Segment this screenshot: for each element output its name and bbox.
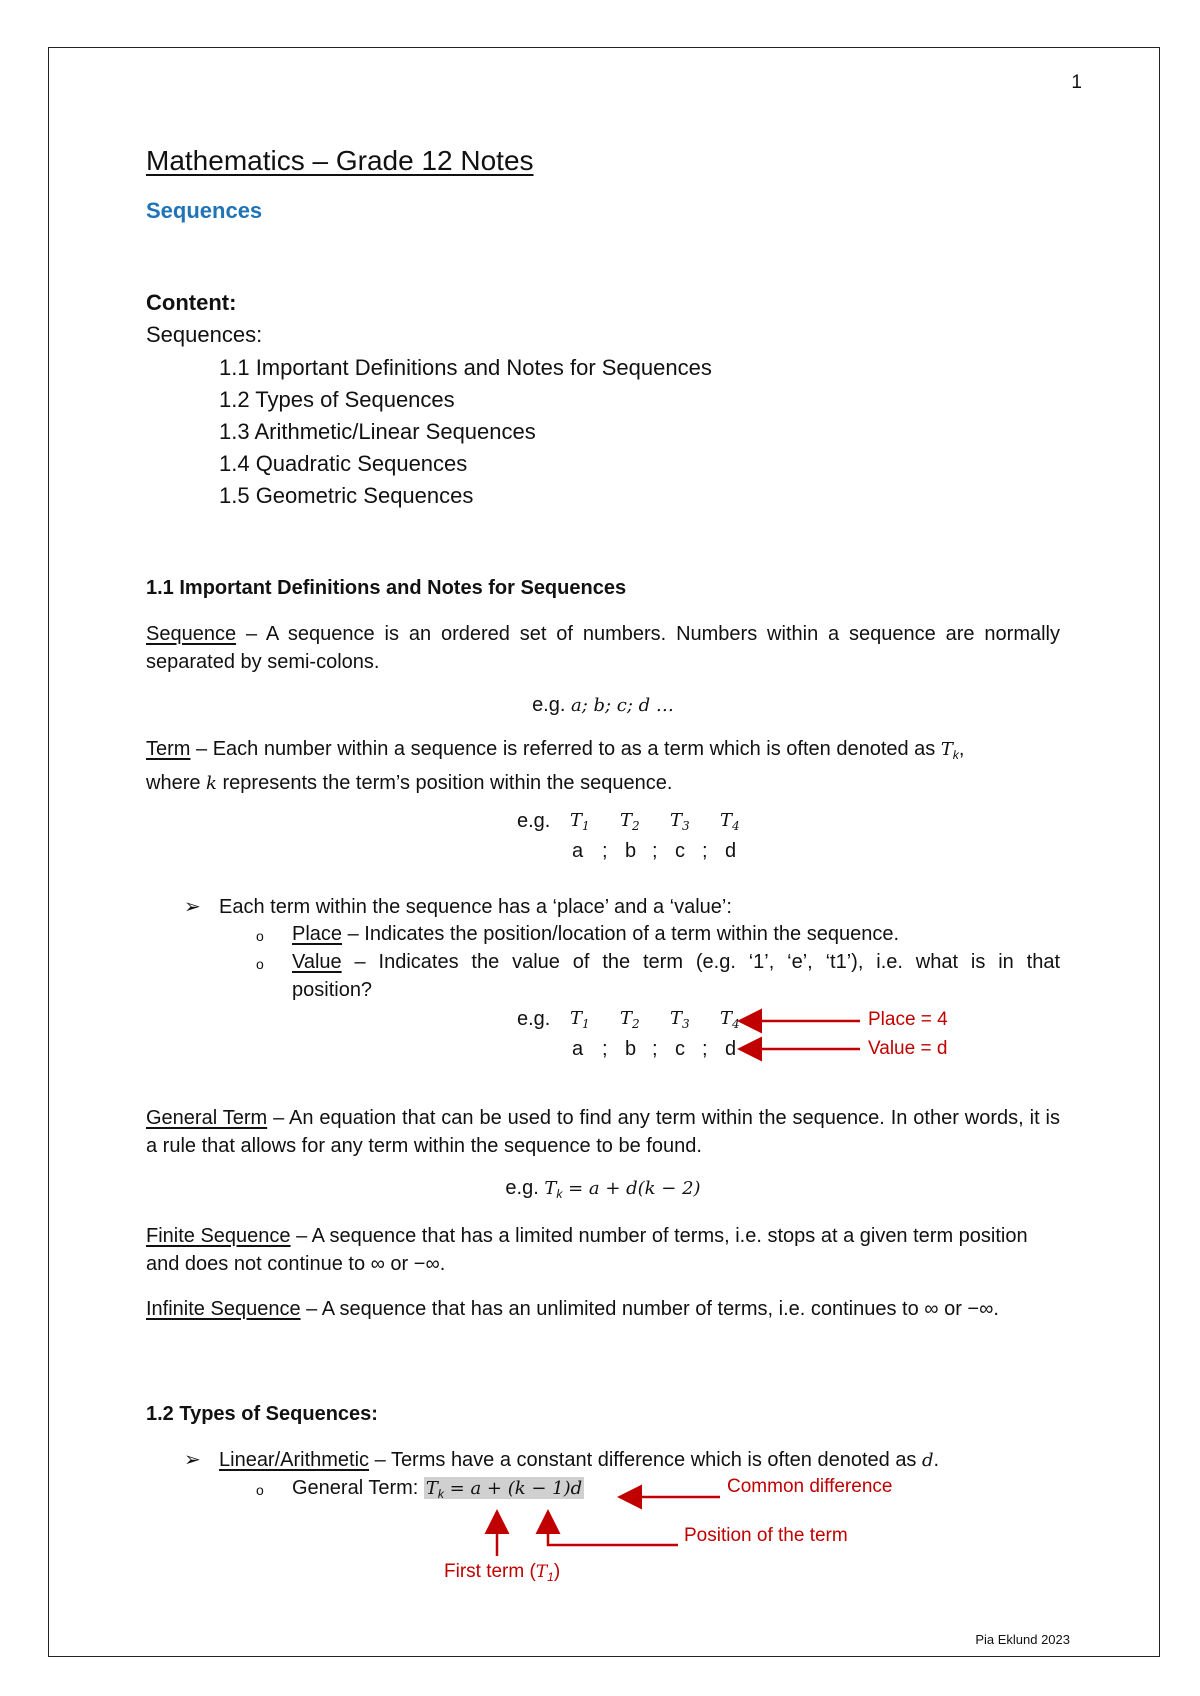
- separator: ;: [652, 840, 658, 862]
- arrowhead-bullet-icon: ➢: [184, 896, 201, 918]
- general-term-term: General Term: [146, 1107, 268, 1129]
- common-difference-annotation: Common difference: [727, 1476, 893, 1497]
- term-label-sub: 3: [682, 1017, 690, 1031]
- linear-def-text: – Terms have a constant difference which is often denoted as: [369, 1449, 922, 1471]
- term-def-line2a: where: [146, 772, 207, 794]
- example-label: e.g.: [517, 810, 551, 832]
- value-def-line2: position?: [292, 979, 373, 1001]
- page-subtitle: Sequences: [146, 198, 263, 223]
- linear-term: Linear/Arithmetic: [219, 1449, 370, 1471]
- term-label-text: T: [620, 810, 633, 831]
- section-2-heading: 1.2 Types of Sequences:: [146, 1403, 378, 1425]
- formula-t: T: [425, 1478, 438, 1499]
- first-term-math: T: [535, 1562, 548, 1582]
- separator: ;: [602, 1038, 608, 1060]
- term-def-line2-math: k: [206, 773, 217, 794]
- example-prefix: e.g.: [505, 1177, 545, 1199]
- term-label-text: T: [570, 1008, 583, 1029]
- infinite-def-text: – A sequence that has an unlimited number of terms, i.e. continues to ∞ or −∞.: [300, 1298, 999, 1320]
- separator: ;: [702, 1038, 708, 1060]
- infinite-term: Infinite Sequence: [146, 1298, 301, 1320]
- term-def-end: ,: [958, 738, 965, 760]
- sequence-term: Sequence: [146, 623, 237, 645]
- formula-sub: k: [437, 1487, 444, 1501]
- example-prefix: e.g.: [532, 694, 571, 716]
- term-def-math: T: [940, 739, 953, 760]
- linear-def-math: d: [922, 1450, 934, 1471]
- place-value-bullet: Each term within the sequence has a ‘place’ and a ‘value’:: [219, 896, 732, 918]
- term-label-sub: 1: [582, 1017, 590, 1031]
- toc-item: 1.1 Important Definitions and Notes for Sequences: [219, 355, 712, 380]
- position-arrow: [548, 1514, 678, 1545]
- page-number: 1: [1071, 72, 1082, 93]
- position-of-term-annotation: Position of the term: [684, 1525, 848, 1546]
- content-heading: Content:: [146, 290, 237, 315]
- example-label: e.g.: [517, 1008, 551, 1030]
- circle-bullet-icon: o: [256, 928, 264, 944]
- term-value-2: b: [625, 1038, 637, 1060]
- general-term-label: General Term:: [292, 1477, 424, 1499]
- term-value-1: a: [572, 1038, 584, 1060]
- term-def-sub: k: [952, 748, 959, 762]
- term-value-3: c: [675, 840, 685, 862]
- first-term-label: First term (: [444, 1561, 536, 1582]
- term-label-sub: 2: [632, 1017, 640, 1031]
- value-annotation: Value = d: [868, 1038, 948, 1059]
- term-label-text: T: [720, 1008, 733, 1029]
- sequence-def-text: – A sequence is an ordered set of numbers. Numbers within a sequence are normally separated by semi-colons.: [146, 623, 1060, 673]
- term-def-text: – Each number within a sequence is referred to as a term which is often denoted as: [190, 738, 941, 760]
- page-title: Mathematics – Grade 12 Notes: [146, 145, 534, 176]
- general-term-math: T: [544, 1178, 557, 1199]
- arrowhead-bullet-icon: ➢: [184, 1449, 201, 1471]
- toc-item: 1.5 Geometric Sequences: [219, 483, 474, 508]
- circle-bullet-icon: o: [256, 1482, 264, 1498]
- place-annotation: Place = 4: [868, 1009, 948, 1030]
- term-label-sub: 1: [582, 819, 590, 833]
- place-def-text: – Indicates the position/location of a term within the sequence.: [342, 923, 900, 945]
- term-label-sub: 4: [732, 819, 740, 833]
- term-value-1: a: [572, 840, 584, 862]
- term-term: Term: [146, 738, 191, 760]
- term-value-3: c: [675, 1038, 685, 1060]
- toc-item: 1.2 Types of Sequences: [219, 387, 455, 412]
- term-label-sub: 3: [682, 819, 690, 833]
- term-value-4: d: [725, 1038, 737, 1060]
- term-label-text: T: [670, 1008, 683, 1029]
- finite-term: Finite Sequence: [146, 1225, 291, 1247]
- separator: ;: [702, 840, 708, 862]
- term-label-text: T: [620, 1008, 633, 1029]
- place-term: Place: [292, 923, 343, 945]
- linear-def-end: .: [933, 1449, 940, 1471]
- first-term-close: ): [553, 1561, 561, 1582]
- content-subheading: Sequences:: [146, 322, 263, 347]
- footer-author: Pia Eklund 2023: [975, 1632, 1070, 1647]
- term-value-2: b: [625, 840, 637, 862]
- separator: ;: [602, 840, 608, 862]
- term-label-sub: 2: [632, 819, 640, 833]
- toc-item: 1.4 Quadratic Sequences: [219, 451, 468, 476]
- term-label-text: T: [570, 810, 583, 831]
- first-term-sub: 1: [547, 1570, 554, 1584]
- general-term-def-text: – An equation that can be used to find any term within the sequence. In other words, it is a rule that allows for any term within the sequence to be found.: [146, 1107, 1060, 1157]
- formula-rest: = a + (k − 1)d: [443, 1478, 583, 1499]
- sequence-example-math: a; b; c; d …: [570, 695, 674, 716]
- toc-item: 1.3 Arithmetic/Linear Sequences: [219, 419, 536, 444]
- term-label-sub: 4: [732, 1017, 740, 1031]
- term-value-4: d: [725, 840, 737, 862]
- value-def-text: – Indicates the value of the term (e.g. ‘1’, ‘e’, ‘t1’), i.e. what is in that: [341, 951, 1060, 973]
- circle-bullet-icon: o: [256, 956, 264, 972]
- separator: ;: [652, 1038, 658, 1060]
- finite-def-text: – A sequence that has a limited number of terms, i.e. stops at a given term position and does not continue to ∞ or −∞.: [146, 1225, 1028, 1275]
- term-label-text: T: [720, 810, 733, 831]
- term-def-line2b: represents the term’s position within the sequence.: [216, 772, 673, 794]
- value-term: Value: [292, 951, 342, 973]
- general-term-sub: k: [556, 1187, 563, 1201]
- term-label-text: T: [670, 810, 683, 831]
- general-term-rest: = a + d(k − 2): [562, 1178, 701, 1199]
- section-1-heading: 1.1 Important Definitions and Notes for Sequences: [146, 577, 627, 599]
